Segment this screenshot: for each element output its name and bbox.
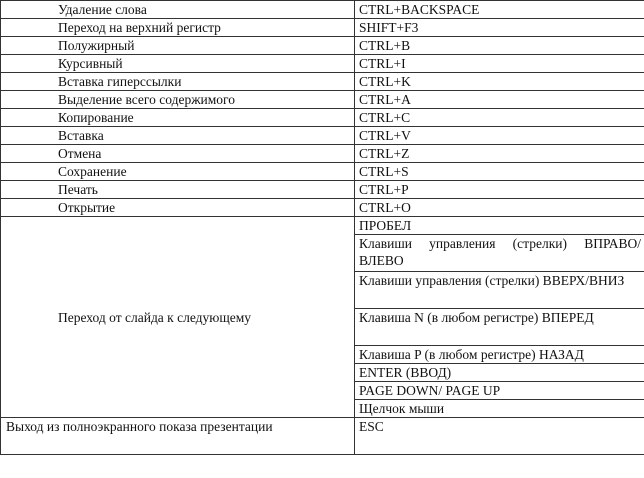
keys-cell: CTRL+O [355, 199, 644, 217]
action-cell: Отмена [1, 145, 355, 163]
keys-cell: Клавиши управления (стрелки) ВВЕРХ/ВНИЗ [355, 272, 644, 309]
keys-cell: Клавиша N (в любом регистре) ВПЕРЕД [355, 309, 644, 346]
action-cell: Печать [1, 181, 355, 199]
table-row [1, 19, 644, 37]
keys-cell: CTRL+P [355, 181, 644, 199]
exit-action-cell: Выход из полноэкранного показа презентации [1, 418, 355, 455]
keys-cell: ENTER (ВВОД) [355, 364, 644, 382]
action-cell: Курсивный [1, 55, 355, 73]
action-cell: Копирование [1, 109, 355, 127]
table-row [1, 127, 644, 145]
table-row [1, 145, 644, 163]
action-cell: Сохранение [1, 163, 355, 181]
keys-cell: CTRL+I [355, 55, 644, 73]
table-row [1, 73, 644, 91]
action-cell: Открытие [1, 199, 355, 217]
action-cell: Выделение всего содержимого [1, 91, 355, 109]
keys-cell: CTRL+Z [355, 145, 644, 163]
action-cell: Вставка [1, 127, 355, 145]
keys-cell: CTRL+B [355, 37, 644, 55]
keys-cell: SHIFT+F3 [355, 19, 644, 37]
keys-cell: CTRL+S [355, 163, 644, 181]
table-row [1, 109, 644, 127]
action-cell: Переход на верхний регистр [1, 19, 355, 37]
keys-cell: CTRL+K [355, 73, 644, 91]
keys-cell: Клавиши управления (стрелки) ВПРАВО/ВЛЕВО [355, 235, 644, 272]
keys-cell: Щелчок мыши [355, 400, 644, 418]
keys-cell: ПРОБЕЛ [355, 217, 644, 235]
table-row [1, 217, 644, 235]
table-row [1, 1, 644, 19]
keys-cell: ESC [355, 418, 644, 455]
action-cell: Вставка гиперссылки [1, 73, 355, 91]
table-row [1, 181, 644, 199]
table-row [1, 418, 644, 455]
keys-cell: Клавиша P (в любом регистре) НАЗАД [355, 346, 644, 364]
slide-next-action-cell: Переход от слайда к следующему [1, 217, 355, 418]
keys-cell: CTRL+BACKSPACE [355, 1, 644, 19]
table-row [1, 163, 644, 181]
table-row [1, 55, 644, 73]
table-row [1, 199, 644, 217]
keys-cell: CTRL+A [355, 91, 644, 109]
keys-cell: CTRL+C [355, 109, 644, 127]
keys-cell: PAGE DOWN/ PAGE UP [355, 382, 644, 400]
table-row [1, 91, 644, 109]
table-row [1, 37, 644, 55]
action-cell: Полужирный [1, 37, 355, 55]
keys-cell: CTRL+V [355, 127, 644, 145]
action-cell: Удаление слова [1, 1, 355, 19]
